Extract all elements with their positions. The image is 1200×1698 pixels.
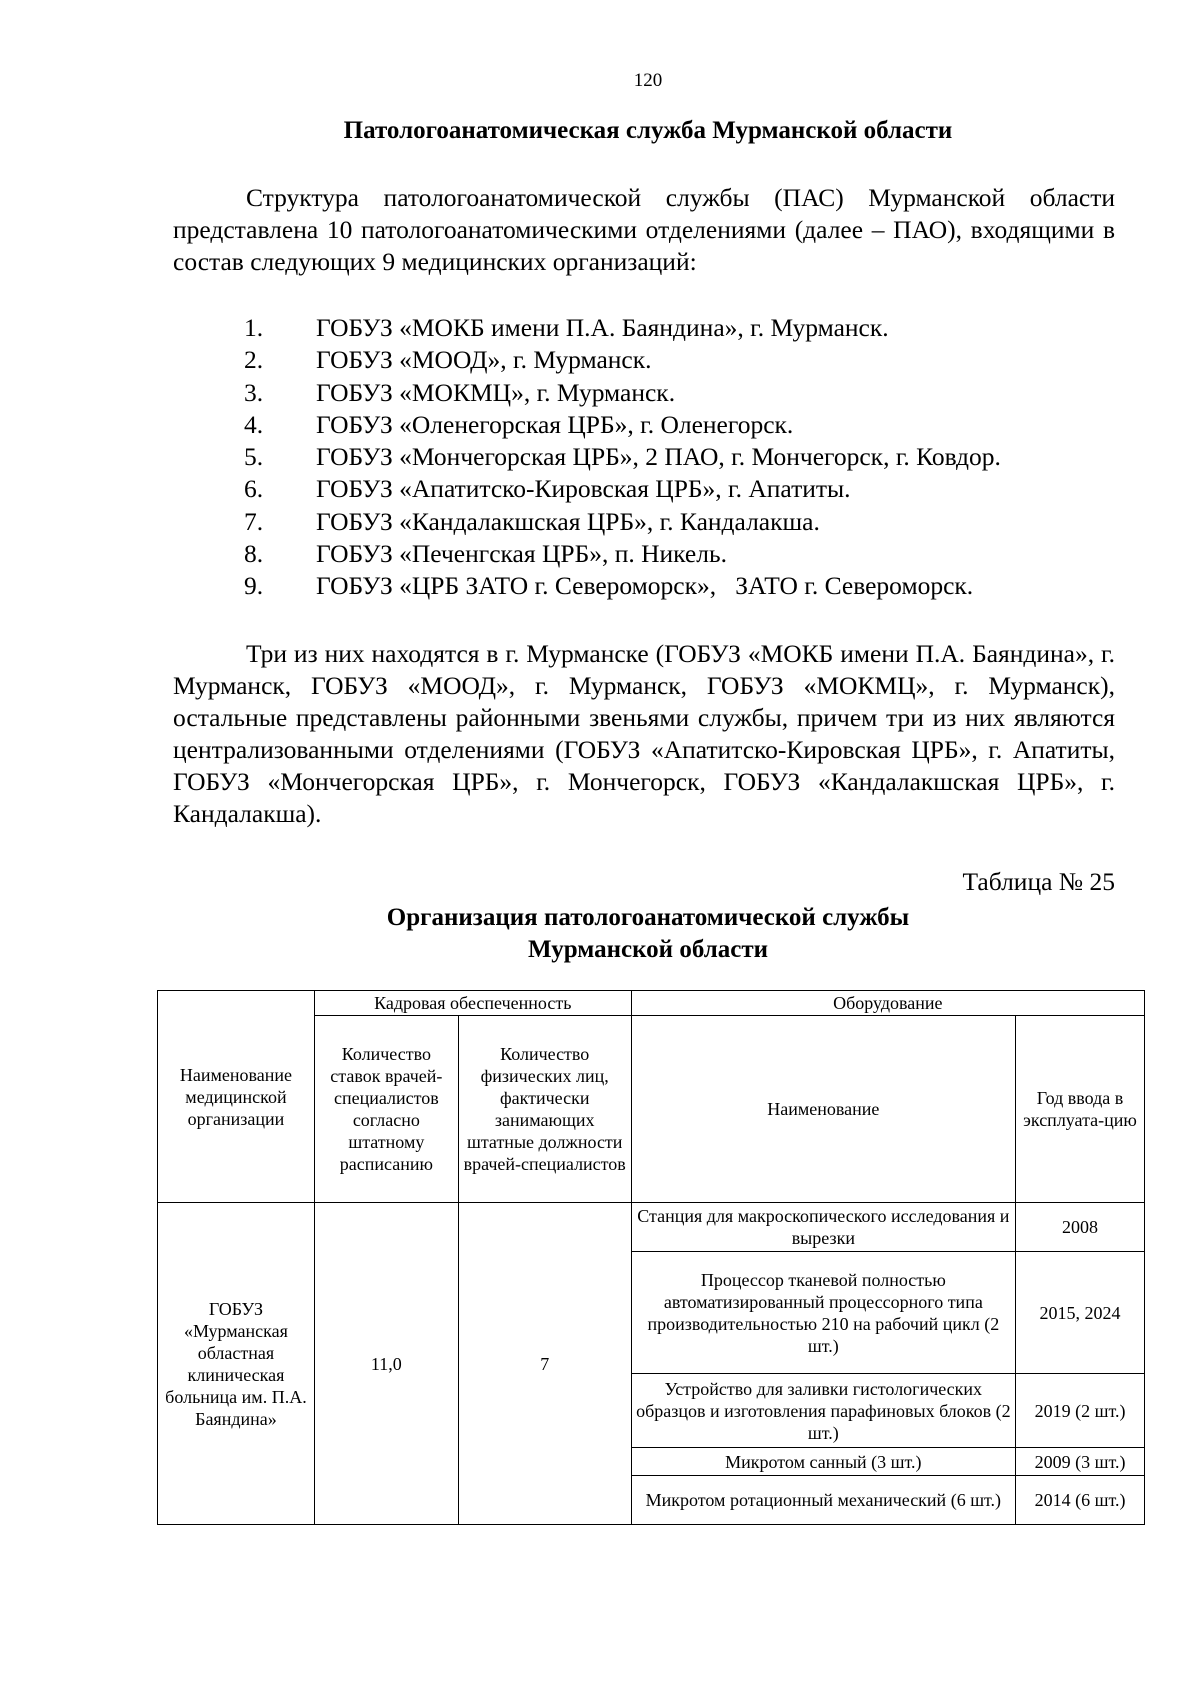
table-row [158,1203,1145,1252]
list-item [244,441,1001,473]
section-heading: Патологоанатомическая служба Мурманской области [343,117,953,144]
header-equipment: Оборудование [631,991,1144,1016]
header-equip-name: Наименование [631,1016,1015,1203]
list-item [244,473,1001,505]
org-cell: ГОБУЗ «Мурманская областная клиническая больница им. П.А. Баяндина» [158,1203,315,1525]
equip-year-cell: 2014 (6 шт.) [1016,1476,1145,1525]
list-text: ГОБУЗ «Апатитско-Кировская ЦРБ», г. Апатиты. [316,474,851,504]
list-number: 7. [244,506,264,536]
list-item [244,570,1001,602]
list-item [244,344,1001,376]
organization-list [244,312,1001,603]
list-number: 9. [244,571,264,601]
header-rates: Количество ставок врачей-специалистов согласно штатному расписанию [314,1016,458,1203]
rates-cell: 11,0 [314,1203,458,1525]
equip-year-cell: 2015, 2024 [1016,1252,1145,1374]
list-number: 4. [244,409,264,439]
header-year: Год ввода в эксплуата-цию [1016,1016,1145,1203]
table-title [0,902,1200,966]
table-label: Таблица № 25 [962,867,1115,896]
header-persons: Количество физических лиц, фактически занимающих штатные должности врачей-специалистов [458,1016,631,1203]
table-title-line: Мурманской области [527,936,769,963]
equip-name-cell: Станция для макроскопического исследования и вырезки [631,1203,1015,1252]
intro-paragraph: Структура патологоанатомической службы (ПАС) Мурманской области представлена 10 патологоанатомическими отделениями (далее – ПАО), входящими в состав следующих 9 медицинских организаций: [173,183,1115,276]
list-text: ГОБУЗ «Печенгская ЦРБ», п. Никель. [316,539,727,569]
equip-year-cell: 2008 [1016,1203,1145,1252]
list-text: ГОБУЗ «ЦРБ ЗАТО г. Североморск», ЗАТО г. Североморск. [316,571,974,601]
list-number: 2. [244,345,264,375]
page-number: 120 [633,70,663,91]
list-text: ГОБУЗ «МОКБ имени П.А. Баяндина», г. Мурманск. [316,313,889,342]
equip-name-cell: Микротом ротационный механический (6 шт.) [631,1476,1015,1525]
list-text: ГОБУЗ «Кандалакшская ЦРБ», г. Кандалакша. [316,506,820,536]
equip-name-cell: Процессор тканевой полностью автоматизированный процессорного типа производительностью 210 на рабочий цикл (2 шт.) [631,1252,1015,1374]
list-number: 5. [244,442,264,472]
list-number: 3. [244,377,264,407]
equip-year-cell: 2019 (2 шт.) [1016,1374,1145,1448]
list-item [244,377,1001,409]
equip-name-cell: Микротом санный (3 шт.) [631,1448,1015,1476]
list-text: ГОБУЗ «Мончегорская ЦРБ», 2 ПАО, г. Мончегорск, г. Ковдор. [316,442,1001,472]
list-number: 8. [244,539,264,569]
list-item [244,409,1001,441]
header-staffing: Кадровая обеспеченность [314,991,631,1016]
second-paragraph: Три из них находятся в г. Мурманске (ГОБУЗ «МОКБ имени П.А. Баяндина», г. Мурманск, ГОБУЗ «МООД», г. Мурманск, ГОБУЗ «МОКМЦ», г. Мурманск), остальные представлены районными звеньями службы, причем три из них являются централизованными отделениями (ГОБУЗ «Апатитско-Кировская ЦРБ», г. Апатиты, ГОБУЗ «Мончегорская ЦРБ», г. Мончегорск, ГОБУЗ «Кандалакшская ЦРБ», г. Кандалакша). [173,639,1115,828]
list-number: 1. [244,313,264,342]
organization-table [157,990,1145,1525]
equip-name-cell: Устройство для заливки гистологических образцов и изготовления парафиновых блоков (2 шт.) [631,1374,1015,1448]
persons-cell: 7 [458,1203,631,1525]
list-text: ГОБУЗ «МООД», г. Мурманск. [316,345,652,375]
equip-year-cell: 2009 (3 шт.) [1016,1448,1145,1476]
list-text: ГОБУЗ «Оленегорская ЦРБ», г. Оленегорск. [316,409,794,439]
list-item [244,312,1001,344]
header-org-name: Наименование медицинской организации [158,991,315,1203]
list-number: 6. [244,474,264,504]
list-item [244,538,1001,570]
table-header-row [158,991,1145,1016]
table-title-line: Организация патологоанатомической службы [386,904,910,931]
list-item [244,506,1001,538]
list-text: ГОБУЗ «МОКМЦ», г. Мурманск. [316,377,676,407]
